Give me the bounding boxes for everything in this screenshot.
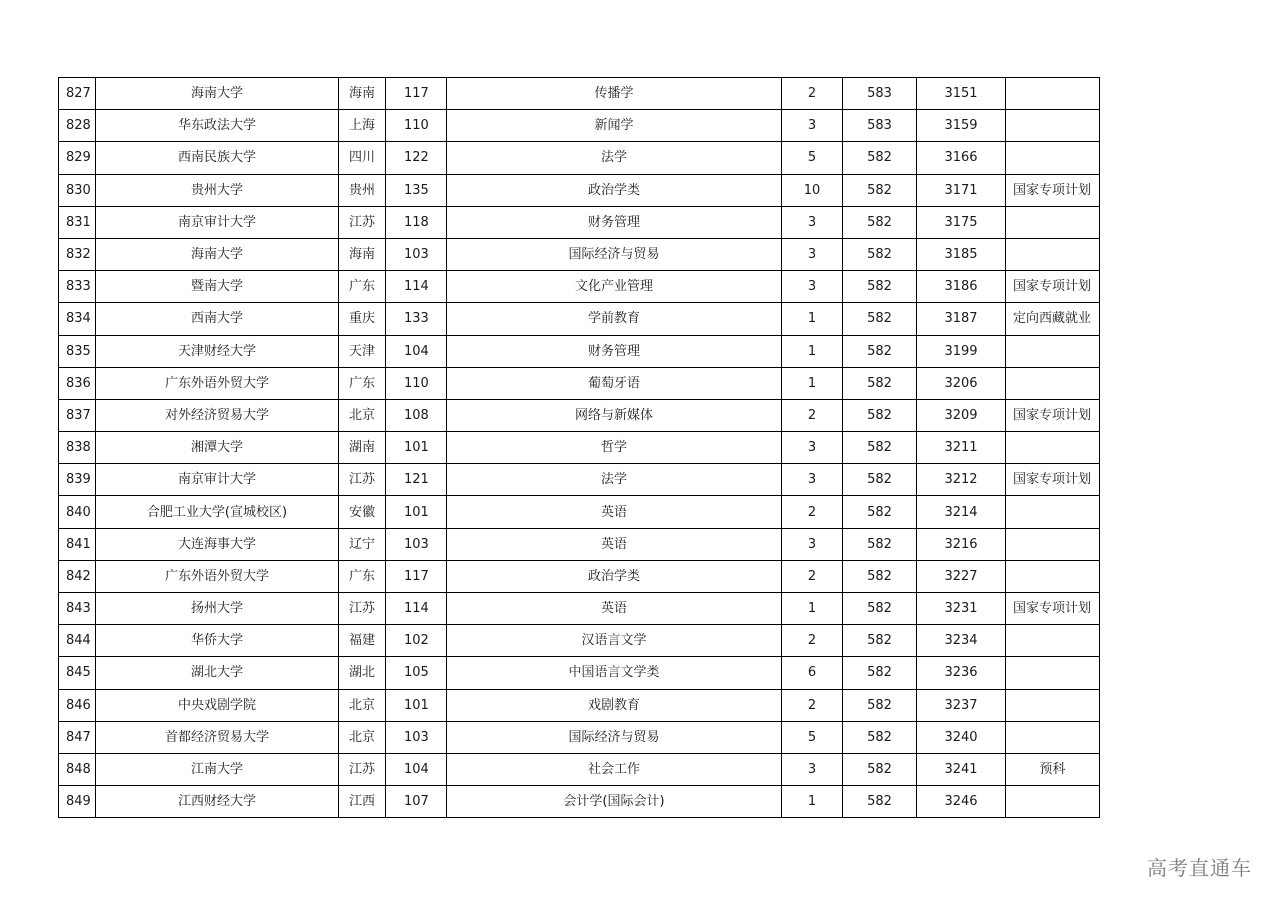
major-code-cell: 102 — [386, 625, 447, 657]
province-cell: 海南 — [339, 78, 386, 110]
row-index-cell: 827 — [59, 78, 96, 110]
province-cell: 贵州 — [339, 174, 386, 206]
table-row — [59, 560, 1100, 592]
plan-count-cell: 3 — [782, 753, 843, 785]
min-score-cell: 582 — [843, 625, 917, 657]
major-name-cell: 学前教育 — [447, 303, 782, 335]
school-name-cell: 西南大学 — [96, 303, 339, 335]
min-rank-cell: 3186 — [917, 271, 1006, 303]
province-cell: 辽宁 — [339, 528, 386, 560]
major-code-cell: 105 — [386, 657, 447, 689]
row-index-cell: 839 — [59, 464, 96, 496]
row-index-cell: 842 — [59, 560, 96, 592]
min-rank-cell: 3166 — [917, 142, 1006, 174]
major-code-cell: 104 — [386, 753, 447, 785]
major-name-cell: 文化产业管理 — [447, 271, 782, 303]
note-cell — [1006, 496, 1100, 528]
row-index-cell: 840 — [59, 496, 96, 528]
table-row — [59, 206, 1100, 238]
major-name-cell: 法学 — [447, 464, 782, 496]
min-rank-cell: 3241 — [917, 753, 1006, 785]
min-score-cell: 582 — [843, 786, 917, 818]
min-score-cell: 582 — [843, 593, 917, 625]
min-rank-cell: 3214 — [917, 496, 1006, 528]
row-index-cell: 837 — [59, 399, 96, 431]
major-code-cell: 103 — [386, 721, 447, 753]
min-score-cell: 582 — [843, 367, 917, 399]
school-name-cell: 华东政法大学 — [96, 110, 339, 142]
table-body — [59, 78, 1100, 818]
school-name-cell: 海南大学 — [96, 78, 339, 110]
table-row — [59, 528, 1100, 560]
major-code-cell: 108 — [386, 399, 447, 431]
major-code-cell: 101 — [386, 496, 447, 528]
note-cell — [1006, 78, 1100, 110]
province-cell: 海南 — [339, 238, 386, 270]
row-index-cell: 843 — [59, 593, 96, 625]
min-score-cell: 582 — [843, 657, 917, 689]
plan-count-cell: 2 — [782, 78, 843, 110]
major-name-cell: 中国语言文学类 — [447, 657, 782, 689]
note-cell: 定向西藏就业 — [1006, 303, 1100, 335]
min-score-cell: 582 — [843, 303, 917, 335]
min-rank-cell: 3236 — [917, 657, 1006, 689]
plan-count-cell: 10 — [782, 174, 843, 206]
min-rank-cell: 3240 — [917, 721, 1006, 753]
note-cell: 国家专项计划 — [1006, 593, 1100, 625]
note-cell — [1006, 206, 1100, 238]
table-row — [59, 399, 1100, 431]
province-cell: 天津 — [339, 335, 386, 367]
major-code-cell: 121 — [386, 464, 447, 496]
row-index-cell: 841 — [59, 528, 96, 560]
row-index-cell: 830 — [59, 174, 96, 206]
table-row — [59, 142, 1100, 174]
row-index-cell: 849 — [59, 786, 96, 818]
plan-count-cell: 3 — [782, 464, 843, 496]
major-code-cell: 122 — [386, 142, 447, 174]
major-code-cell: 118 — [386, 206, 447, 238]
min-rank-cell: 3227 — [917, 560, 1006, 592]
school-name-cell: 西南民族大学 — [96, 142, 339, 174]
plan-count-cell: 3 — [782, 206, 843, 238]
major-name-cell: 英语 — [447, 528, 782, 560]
row-index-cell: 829 — [59, 142, 96, 174]
major-name-cell: 国际经济与贸易 — [447, 238, 782, 270]
note-cell — [1006, 721, 1100, 753]
major-name-cell: 社会工作 — [447, 753, 782, 785]
province-cell: 湖南 — [339, 432, 386, 464]
table-row — [59, 271, 1100, 303]
table-row — [59, 464, 1100, 496]
min-score-cell: 582 — [843, 528, 917, 560]
province-cell: 广东 — [339, 367, 386, 399]
row-index-cell: 846 — [59, 689, 96, 721]
province-cell: 重庆 — [339, 303, 386, 335]
min-score-cell: 582 — [843, 174, 917, 206]
table-row — [59, 657, 1100, 689]
table-row — [59, 110, 1100, 142]
school-name-cell: 暨南大学 — [96, 271, 339, 303]
major-name-cell: 政治学类 — [447, 560, 782, 592]
table-row — [59, 496, 1100, 528]
school-name-cell: 海南大学 — [96, 238, 339, 270]
min-rank-cell: 3234 — [917, 625, 1006, 657]
major-name-cell: 会计学(国际会计) — [447, 786, 782, 818]
plan-count-cell: 2 — [782, 560, 843, 592]
province-cell: 福建 — [339, 625, 386, 657]
major-code-cell: 114 — [386, 271, 447, 303]
school-name-cell: 湖北大学 — [96, 657, 339, 689]
plan-count-cell: 6 — [782, 657, 843, 689]
major-code-cell: 104 — [386, 335, 447, 367]
min-rank-cell: 3231 — [917, 593, 1006, 625]
min-rank-cell: 3151 — [917, 78, 1006, 110]
province-cell: 江苏 — [339, 464, 386, 496]
table-row — [59, 721, 1100, 753]
major-name-cell: 新闻学 — [447, 110, 782, 142]
major-name-cell: 财务管理 — [447, 335, 782, 367]
province-cell: 湖北 — [339, 657, 386, 689]
major-code-cell: 101 — [386, 432, 447, 464]
min-rank-cell: 3209 — [917, 399, 1006, 431]
major-code-cell: 101 — [386, 689, 447, 721]
plan-count-cell: 3 — [782, 528, 843, 560]
school-name-cell: 扬州大学 — [96, 593, 339, 625]
min-score-cell: 582 — [843, 238, 917, 270]
province-cell: 安徽 — [339, 496, 386, 528]
row-index-cell: 845 — [59, 657, 96, 689]
min-rank-cell: 3211 — [917, 432, 1006, 464]
province-cell: 江苏 — [339, 593, 386, 625]
min-rank-cell: 3246 — [917, 786, 1006, 818]
plan-count-cell: 3 — [782, 238, 843, 270]
major-code-cell: 117 — [386, 560, 447, 592]
row-index-cell: 848 — [59, 753, 96, 785]
major-code-cell: 135 — [386, 174, 447, 206]
table-row — [59, 753, 1100, 785]
plan-count-cell: 2 — [782, 689, 843, 721]
table-row — [59, 303, 1100, 335]
min-rank-cell: 3206 — [917, 367, 1006, 399]
note-cell — [1006, 625, 1100, 657]
province-cell: 江西 — [339, 786, 386, 818]
note-cell — [1006, 689, 1100, 721]
row-index-cell: 832 — [59, 238, 96, 270]
major-name-cell: 英语 — [447, 593, 782, 625]
min-score-cell: 582 — [843, 753, 917, 785]
min-score-cell: 582 — [843, 432, 917, 464]
row-index-cell: 833 — [59, 271, 96, 303]
min-rank-cell: 3237 — [917, 689, 1006, 721]
table-row — [59, 335, 1100, 367]
school-name-cell: 江南大学 — [96, 753, 339, 785]
major-name-cell: 网络与新媒体 — [447, 399, 782, 431]
row-index-cell: 831 — [59, 206, 96, 238]
major-code-cell: 110 — [386, 110, 447, 142]
note-cell — [1006, 786, 1100, 818]
min-rank-cell: 3185 — [917, 238, 1006, 270]
school-name-cell: 广东外语外贸大学 — [96, 367, 339, 399]
plan-count-cell: 2 — [782, 496, 843, 528]
province-cell: 北京 — [339, 689, 386, 721]
school-name-cell: 首都经济贸易大学 — [96, 721, 339, 753]
province-cell: 四川 — [339, 142, 386, 174]
min-score-cell: 582 — [843, 464, 917, 496]
province-cell: 北京 — [339, 721, 386, 753]
min-rank-cell: 3199 — [917, 335, 1006, 367]
note-cell — [1006, 335, 1100, 367]
note-cell — [1006, 238, 1100, 270]
row-index-cell: 844 — [59, 625, 96, 657]
row-index-cell: 828 — [59, 110, 96, 142]
major-code-cell: 114 — [386, 593, 447, 625]
plan-count-cell: 1 — [782, 786, 843, 818]
school-name-cell: 天津财经大学 — [96, 335, 339, 367]
note-cell — [1006, 367, 1100, 399]
major-name-cell: 财务管理 — [447, 206, 782, 238]
min-score-cell: 582 — [843, 399, 917, 431]
school-name-cell: 中央戏剧学院 — [96, 689, 339, 721]
table-row — [59, 238, 1100, 270]
min-score-cell: 582 — [843, 271, 917, 303]
school-name-cell: 贵州大学 — [96, 174, 339, 206]
province-cell: 上海 — [339, 110, 386, 142]
plan-count-cell: 1 — [782, 303, 843, 335]
min-score-cell: 582 — [843, 206, 917, 238]
watermark-text: 高考直通车 — [1147, 856, 1252, 880]
plan-count-cell: 1 — [782, 593, 843, 625]
province-cell: 广东 — [339, 560, 386, 592]
row-index-cell: 835 — [59, 335, 96, 367]
table-row — [59, 432, 1100, 464]
plan-count-cell: 1 — [782, 367, 843, 399]
note-cell: 预科 — [1006, 753, 1100, 785]
table-row — [59, 78, 1100, 110]
school-name-cell: 江西财经大学 — [96, 786, 339, 818]
row-index-cell: 836 — [59, 367, 96, 399]
major-name-cell: 汉语言文学 — [447, 625, 782, 657]
plan-count-cell: 5 — [782, 721, 843, 753]
major-code-cell: 133 — [386, 303, 447, 335]
table-row — [59, 367, 1100, 399]
major-name-cell: 葡萄牙语 — [447, 367, 782, 399]
major-code-cell: 117 — [386, 78, 447, 110]
note-cell — [1006, 142, 1100, 174]
school-name-cell: 华侨大学 — [96, 625, 339, 657]
major-code-cell: 103 — [386, 238, 447, 270]
row-index-cell: 847 — [59, 721, 96, 753]
table-row — [59, 625, 1100, 657]
major-name-cell: 国际经济与贸易 — [447, 721, 782, 753]
min-score-cell: 582 — [843, 496, 917, 528]
school-name-cell: 大连海事大学 — [96, 528, 339, 560]
school-name-cell: 合肥工业大学(宣城校区) — [96, 496, 339, 528]
row-index-cell: 838 — [59, 432, 96, 464]
note-cell: 国家专项计划 — [1006, 399, 1100, 431]
school-name-cell: 南京审计大学 — [96, 206, 339, 238]
min-score-cell: 583 — [843, 110, 917, 142]
plan-count-cell: 5 — [782, 142, 843, 174]
note-cell — [1006, 432, 1100, 464]
min-rank-cell: 3171 — [917, 174, 1006, 206]
min-score-cell: 582 — [843, 335, 917, 367]
min-score-cell: 583 — [843, 78, 917, 110]
school-name-cell: 南京审计大学 — [96, 464, 339, 496]
plan-count-cell: 3 — [782, 432, 843, 464]
min-rank-cell: 3187 — [917, 303, 1006, 335]
min-rank-cell: 3159 — [917, 110, 1006, 142]
province-cell: 江苏 — [339, 206, 386, 238]
table-row — [59, 689, 1100, 721]
table-row — [59, 786, 1100, 818]
table-row — [59, 174, 1100, 206]
min-rank-cell: 3216 — [917, 528, 1006, 560]
province-cell: 江苏 — [339, 753, 386, 785]
major-name-cell: 戏剧教育 — [447, 689, 782, 721]
major-name-cell: 政治学类 — [447, 174, 782, 206]
major-name-cell: 法学 — [447, 142, 782, 174]
province-cell: 广东 — [339, 271, 386, 303]
major-name-cell: 英语 — [447, 496, 782, 528]
major-name-cell: 哲学 — [447, 432, 782, 464]
province-cell: 北京 — [339, 399, 386, 431]
note-cell: 国家专项计划 — [1006, 464, 1100, 496]
major-code-cell: 107 — [386, 786, 447, 818]
plan-count-cell: 2 — [782, 399, 843, 431]
note-cell — [1006, 657, 1100, 689]
plan-count-cell: 3 — [782, 271, 843, 303]
plan-count-cell: 3 — [782, 110, 843, 142]
row-index-cell: 834 — [59, 303, 96, 335]
admission-score-table — [58, 77, 1100, 818]
major-name-cell: 传播学 — [447, 78, 782, 110]
min-score-cell: 582 — [843, 560, 917, 592]
school-name-cell: 湘潭大学 — [96, 432, 339, 464]
school-name-cell: 广东外语外贸大学 — [96, 560, 339, 592]
major-code-cell: 103 — [386, 528, 447, 560]
school-name-cell: 对外经济贸易大学 — [96, 399, 339, 431]
min-score-cell: 582 — [843, 689, 917, 721]
min-rank-cell: 3175 — [917, 206, 1006, 238]
plan-count-cell: 1 — [782, 335, 843, 367]
min-rank-cell: 3212 — [917, 464, 1006, 496]
note-cell — [1006, 528, 1100, 560]
min-score-cell: 582 — [843, 142, 917, 174]
note-cell — [1006, 560, 1100, 592]
note-cell — [1006, 110, 1100, 142]
note-cell: 国家专项计划 — [1006, 174, 1100, 206]
table-row — [59, 593, 1100, 625]
min-score-cell: 582 — [843, 721, 917, 753]
note-cell: 国家专项计划 — [1006, 271, 1100, 303]
plan-count-cell: 2 — [782, 625, 843, 657]
major-code-cell: 110 — [386, 367, 447, 399]
